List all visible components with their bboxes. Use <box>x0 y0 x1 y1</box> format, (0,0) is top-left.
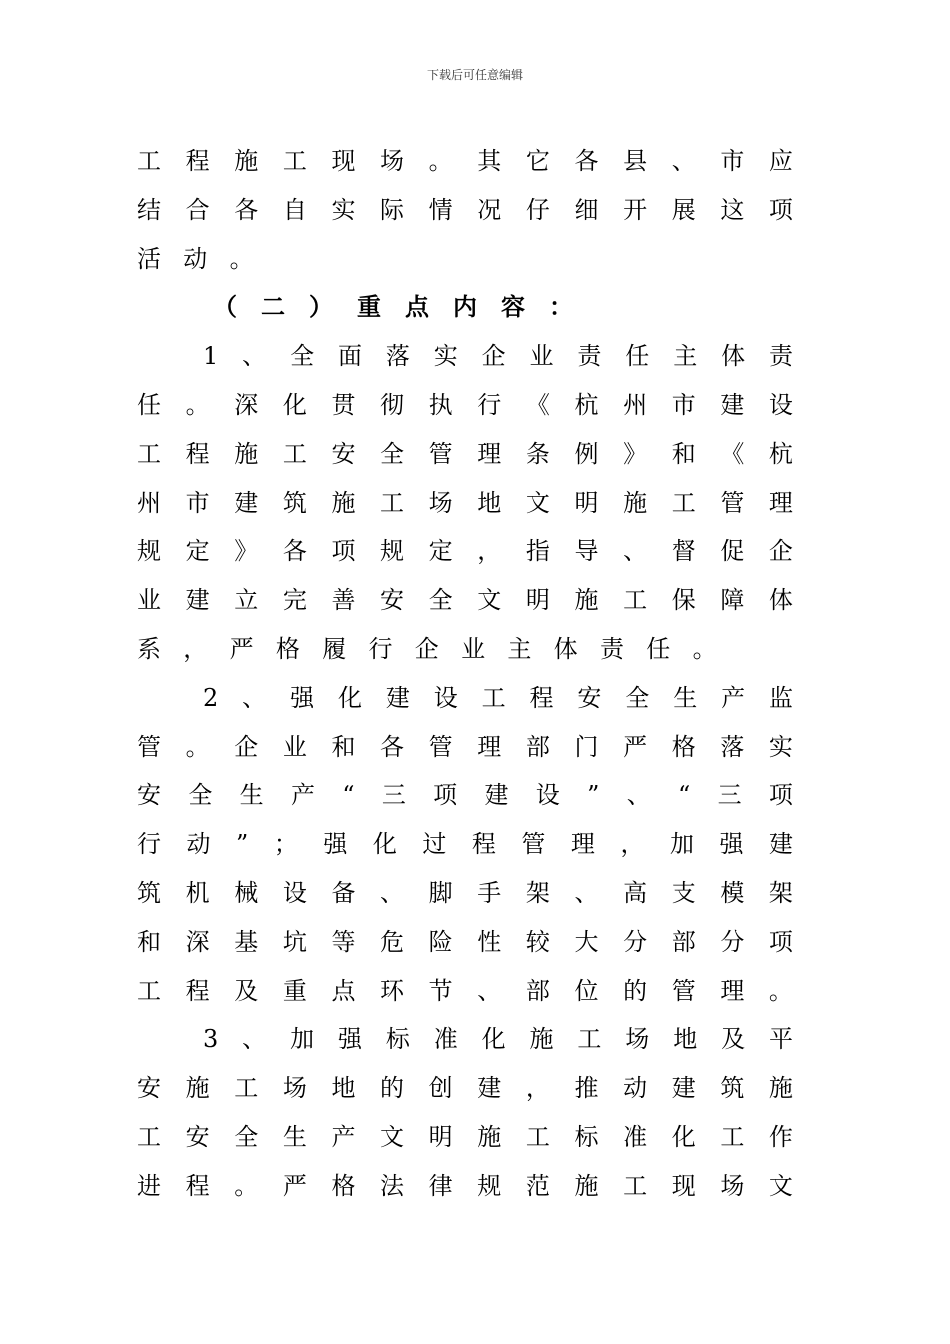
text-line: 管 。 企 业 和 各 管 理 部 门 严 格 落 实 <box>137 732 793 761</box>
page-header: 下载后可任意编辑 <box>426 68 523 82</box>
text-line: 系 ， 严 格 履 行 企 业 主 体 责 任 。 <box>137 634 717 663</box>
text-line: 2 、 强 化 建 设 工 程 安 全 生 产 监 <box>203 683 793 712</box>
text-line: 工 程 施 工 现 场 。 其 它 各 县 、 市 应 <box>137 147 793 175</box>
text-line: 1 、 全 面 落 实 企 业 责 任 主 体 责 <box>203 342 793 371</box>
text-line: 任 。 深 化 贯 彻 执 行 《 杭 州 市 建 设 <box>137 390 793 419</box>
text-line: 进 程 。 严 格 法 律 规 范 施 工 现 场 文 <box>137 1171 793 1200</box>
text-line: 和 深 基 坑 等 危 险 性 较 大 分 部 分 项 <box>137 927 793 956</box>
text-line: 安 施 工 场 地 的 创 建 ， 推 动 建 筑 施 <box>137 1074 793 1103</box>
text-line: 结 合 各 自 实 际 情 况 仔 细 开 展 这 项 <box>137 195 793 224</box>
text-line: 安 全 生 产 “ 三 项 建 设 ” 、 “ 三 项 <box>137 781 793 810</box>
text-line: 行 动 ” ； 强 化 过 程 管 理 ， 加 强 建 <box>137 830 793 859</box>
text-line: 州 市 建 筑 施 工 场 地 文 明 施 工 管 理 <box>137 488 793 517</box>
section-heading: （ 二 ） 重 点 内 容 ： <box>213 292 573 322</box>
text-line: 3 、 加 强 标 准 化 施 工 场 地 及 平 <box>203 1025 793 1054</box>
text-line: 业 建 立 完 善 安 全 文 明 施 工 保 障 体 <box>137 586 793 615</box>
text-line: 活 动 。 <box>137 244 254 273</box>
text-line: 筑 机 械 设 备 、 脚 手 架 、 高 支 模 架 <box>137 878 793 907</box>
text-line: 工 程 施 工 安 全 管 理 条 例 》 和 《 杭 <box>137 439 793 468</box>
text-line: 工 程 及 重 点 环 节 、 部 位 的 管 理 。 <box>137 976 793 1005</box>
text-line: 规 定 》 各 项 规 定 ， 指 导 、 督 促 企 <box>137 537 793 566</box>
text-line: 工 安 全 生 产 文 明 施 工 标 准 化 工 作 <box>137 1122 793 1151</box>
document-body <box>137 137 793 1211</box>
